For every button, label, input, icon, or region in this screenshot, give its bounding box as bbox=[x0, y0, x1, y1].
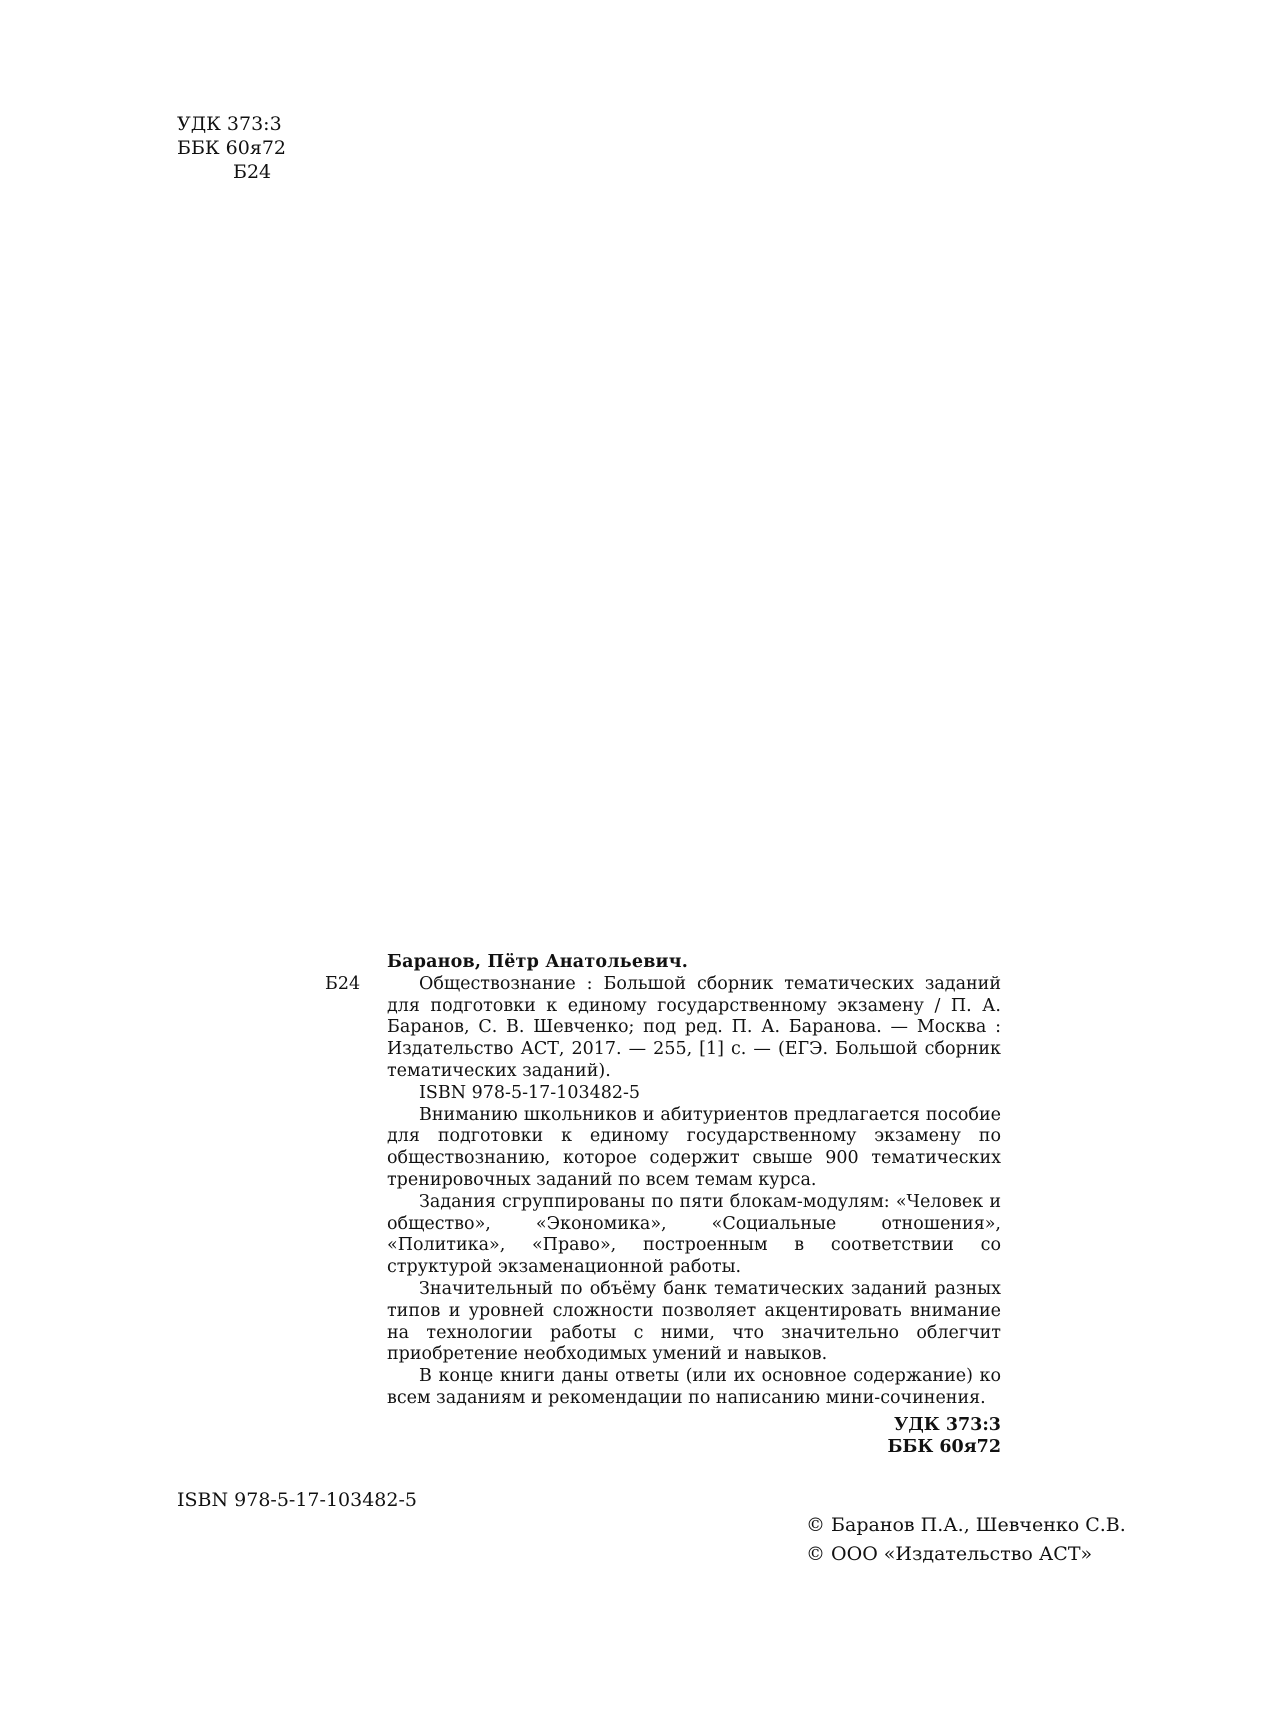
copyright-publisher: © ООО «Издательство АСТ» bbox=[806, 1543, 1093, 1565]
card-description: Обществознание : Большой сборник тематических заданий для подготовки к единому государственному экзамену / П. А. Баранов, С. В. Шевченко; под ред. П. А. Баранова. — Москва : Издательство АСТ, 2017. — 255, [1] с. — (ЕГЭ. Большой сборник тематических заданий). bbox=[387, 973, 1001, 1081]
card-udk: УДК 373:3 bbox=[894, 1414, 1001, 1435]
copyright-authors: © Баранов П.А., Шевченко С.В. bbox=[806, 1514, 1126, 1536]
footer-isbn: ISBN 978-5-17-103482-5 bbox=[177, 1489, 417, 1511]
card-bbk: ББК 60я72 bbox=[887, 1436, 1001, 1457]
card-annotation-2: Задания сгруппированы по пяти блокам-модулям: «Человек и общество», «Экономика», «Социальные отношения», «Политика», «Право», построенным в соответствии со структурой экзаменационной работы. bbox=[387, 1191, 1001, 1278]
card-author: Баранов, Пётр Анатольевич. bbox=[387, 952, 689, 972]
card-annotation-3: Значительный по объёму банк тематических заданий разных типов и уровней сложности позволяет акцентировать внимание на технологии работы с ними, что значительно облегчит приобретение необходимых умений и навыков. bbox=[387, 1278, 1001, 1365]
catalog-card bbox=[325, 952, 1001, 1458]
card-description-row bbox=[325, 974, 1001, 1458]
classification-codes-top bbox=[177, 112, 286, 184]
card-author-mark: Б24 bbox=[325, 973, 361, 994]
card-annotation-4: В конце книги даны ответы (или их основное содержание) ко всем заданиям и рекомендации по написанию мини-сочинения. bbox=[387, 1366, 1001, 1408]
bbk-code: ББК 60я72 bbox=[177, 137, 287, 159]
card-isbn: ISBN 978-5-17-103482-5 bbox=[419, 1082, 641, 1103]
copyright-block bbox=[806, 1511, 1126, 1569]
card-classification-codes bbox=[387, 1414, 1001, 1458]
author-mark: Б24 bbox=[233, 161, 272, 183]
card-annotation-1: Вниманию школьников и абитуриентов предлагается пособие для подготовки к единому государственному экзамену по обществознанию, которое содержит свыше 900 тематических тренировочных заданий по всем темам курса. bbox=[387, 1104, 1001, 1190]
udk-code: УДК 373:3 bbox=[177, 113, 282, 135]
